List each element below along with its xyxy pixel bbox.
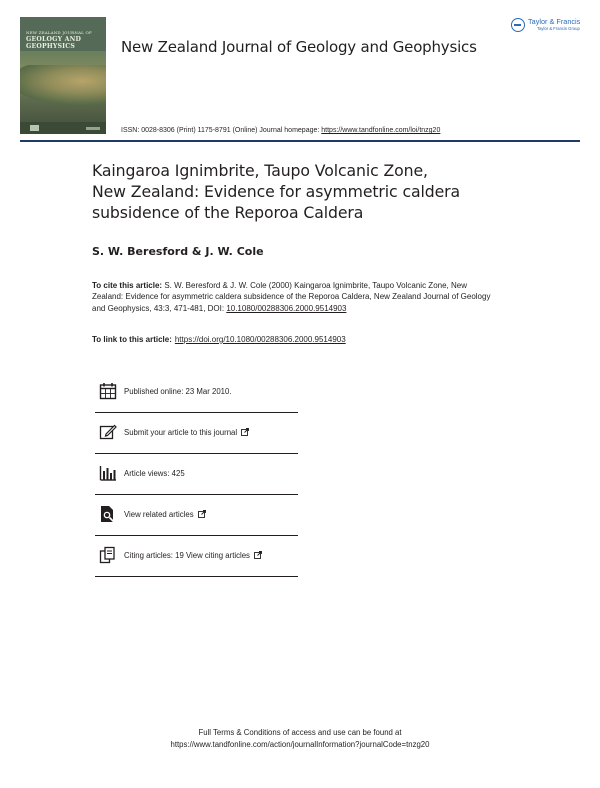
header-rule bbox=[20, 140, 580, 142]
cover-logo bbox=[30, 125, 39, 131]
citation-block bbox=[92, 280, 492, 314]
journal-title[interactable]: New Zealand Journal of Geology and Geophysics bbox=[121, 38, 477, 56]
external-link-icon bbox=[241, 428, 249, 438]
cover-title-line2: GEOPHYSICS bbox=[26, 43, 76, 50]
citing-articles-row[interactable] bbox=[95, 536, 298, 577]
cite-text: S. W. Beresford & J. W. Cole (2000) Kaingaroa Ignimbrite, Taupo Volcanic Zone, New Zealand: Evidence for asymmetric caldera subsidence of the Reporoa Caldera, New Zealand Journal of Geology and Geophysics, 43:3, 471-481, DOI: bbox=[92, 281, 491, 313]
article-title-line3: subsidence of the Reporoa Caldera bbox=[92, 203, 364, 222]
publisher-logo[interactable] bbox=[511, 16, 583, 36]
published-online-row bbox=[95, 372, 298, 413]
footer-line1: Full Terms & Conditions of access and use can be found at bbox=[198, 728, 402, 737]
search-document-icon bbox=[99, 505, 117, 523]
publisher-logo-icon bbox=[511, 18, 525, 32]
calendar-icon bbox=[99, 382, 117, 400]
terms-footer bbox=[0, 727, 600, 750]
journal-homepage-link[interactable]: https://www.tandfonline.com/loi/tnzg20 bbox=[321, 127, 441, 134]
cite-label: To cite this article: bbox=[92, 281, 163, 290]
footer-terms-link[interactable]: https://www.tandfonline.com/action/journalInformation?journalCode=tnzg20 bbox=[170, 739, 430, 749]
issn-line bbox=[121, 127, 440, 134]
article-authors: S. W. Beresford & J. W. Cole bbox=[92, 245, 264, 258]
publisher-logo-brand: Taylor & Francis bbox=[528, 17, 581, 26]
cover-title-line1: GEOLOGY AND bbox=[26, 36, 82, 43]
publisher-logo-sub: Taylor & Francis Group bbox=[537, 26, 580, 31]
journal-cover-image bbox=[20, 17, 106, 134]
cite-doi-link[interactable]: 10.1080/00288306.2000.9514903 bbox=[226, 303, 347, 313]
related-articles-text: View related articles bbox=[124, 510, 194, 519]
citing-articles-icon bbox=[99, 546, 117, 564]
citing-articles-link[interactable] bbox=[124, 551, 262, 561]
issn-text: ISSN: 0028-8306 (Print) 1175-8791 (Online) Journal homepage: bbox=[121, 127, 322, 134]
related-articles-row[interactable] bbox=[95, 495, 298, 536]
bar-chart-icon bbox=[99, 464, 117, 482]
external-link-icon bbox=[254, 551, 262, 561]
article-views-row bbox=[95, 454, 298, 495]
cover-title bbox=[26, 29, 92, 50]
article-title-line2: New Zealand: Evidence for asymmetric caldera bbox=[92, 182, 461, 201]
submit-article-text: Submit your article to this journal bbox=[124, 428, 238, 437]
citing-articles-text: Citing articles: 19 View citing articles bbox=[124, 551, 250, 560]
cover-landscape bbox=[20, 65, 106, 105]
article-title bbox=[92, 160, 512, 223]
submit-article-link[interactable] bbox=[124, 428, 249, 438]
doi-link[interactable]: https://doi.org/10.1080/00288306.2000.9514903 bbox=[174, 335, 346, 344]
edit-icon bbox=[99, 423, 117, 441]
cover-publisher-mark bbox=[86, 127, 100, 130]
external-link-icon bbox=[198, 510, 206, 520]
link-label: To link to this article: bbox=[92, 335, 172, 344]
submit-article-row[interactable] bbox=[95, 413, 298, 454]
published-online-text: Published online: 23 Mar 2010. bbox=[124, 387, 232, 396]
article-title-line1: Kaingaroa Ignimbrite, Taupo Volcanic Zone, bbox=[92, 161, 428, 180]
link-to-article bbox=[92, 335, 346, 344]
cover-title-small: NEW ZEALAND JOURNAL OF bbox=[26, 30, 92, 35]
related-articles-link[interactable] bbox=[124, 510, 206, 520]
article-views-text: Article views: 425 bbox=[124, 469, 185, 478]
